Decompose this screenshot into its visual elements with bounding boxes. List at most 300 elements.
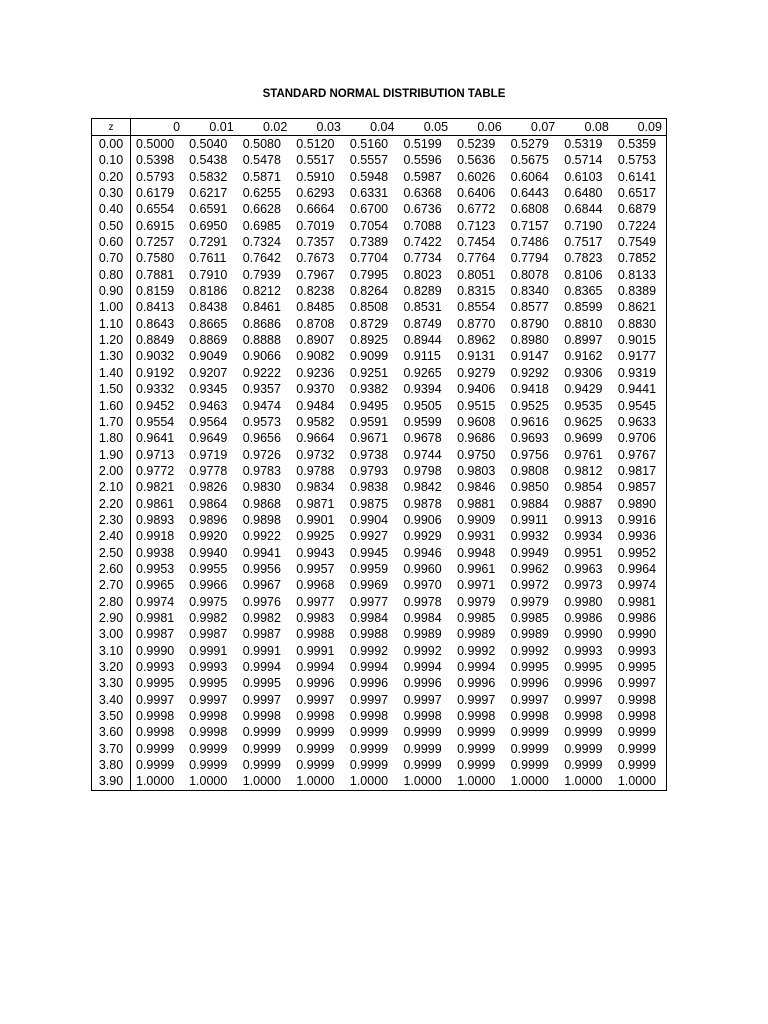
table-row [92, 267, 667, 283]
probability-cell: 0.9996 [296, 676, 335, 691]
probability-cell: 0.9996 [349, 676, 389, 691]
probability-cell: 0.9997 [564, 692, 603, 707]
probability-cell: 0.9884 [510, 496, 549, 511]
probability-cell: 0.9893 [136, 512, 175, 527]
probability-cell: 0.9977 [349, 594, 389, 609]
probability-cell: 0.9767 [617, 447, 657, 462]
probability-cell: 0.9998 [457, 709, 496, 724]
probability-cell: 0.7324 [242, 235, 281, 250]
probability-cell: 0.5675 [510, 153, 549, 168]
probability-cell: 0.9162 [564, 349, 603, 364]
probability-cell: 0.9943 [296, 545, 335, 560]
probability-cell: 0.9992 [510, 643, 549, 658]
probability-cell: 0.8749 [403, 316, 442, 331]
probability-cell: 0.9821 [136, 480, 175, 495]
probability-cell: 0.9999 [617, 741, 657, 756]
z-value-cell: 1.80 [92, 431, 131, 447]
probability-cell: 0.8997 [564, 333, 603, 348]
probability-cell: 0.9990 [617, 627, 657, 642]
probability-cell: 0.9999 [457, 758, 496, 773]
probability-cell: 0.9591 [349, 414, 389, 429]
probability-cell: 0.5279 [510, 137, 549, 152]
z-value-cell: 1.10 [92, 316, 131, 332]
header-row [92, 119, 667, 136]
probability-cell: 0.9222 [242, 365, 281, 380]
probability-cell: 0.9981 [136, 610, 175, 625]
probability-cell: 0.9750 [457, 447, 496, 462]
probability-cell: 0.9049 [189, 349, 228, 364]
probability-cell: 0.9693 [510, 431, 549, 446]
probability-cell: 0.7454 [457, 235, 496, 250]
probability-cell: 0.9927 [349, 529, 389, 544]
table-row [92, 627, 667, 643]
probability-cell: 0.9808 [510, 463, 549, 478]
column-header: 0 [131, 119, 185, 136]
z-value-cell: 3.30 [92, 676, 131, 692]
probability-cell: 0.5910 [296, 169, 335, 184]
probability-cell: 0.5832 [189, 169, 228, 184]
probability-cell: 0.8708 [296, 316, 335, 331]
probability-cell: 0.9972 [510, 578, 549, 593]
probability-cell: 0.9761 [564, 447, 603, 462]
probability-cell: 0.7823 [564, 251, 603, 266]
table-row [92, 202, 667, 218]
probability-cell: 0.9319 [617, 365, 657, 380]
table-row [92, 414, 667, 430]
probability-cell: 0.9938 [136, 545, 175, 560]
probability-cell: 0.7257 [136, 235, 175, 250]
probability-cell: 0.9131 [457, 349, 496, 364]
probability-cell: 0.6368 [403, 186, 442, 201]
probability-cell: 0.7422 [403, 235, 442, 250]
probability-cell: 0.8849 [136, 333, 175, 348]
probability-cell: 0.9998 [296, 709, 335, 724]
probability-cell: 0.8962 [457, 333, 496, 348]
z-value-cell: 3.80 [92, 757, 131, 773]
probability-cell: 0.9998 [136, 725, 175, 740]
probability-cell: 0.9999 [617, 758, 657, 773]
probability-cell: 0.9830 [242, 480, 281, 495]
probability-cell: 0.9999 [189, 741, 228, 756]
probability-cell: 0.5948 [349, 169, 389, 184]
table-row [92, 185, 667, 201]
probability-cell: 0.7852 [617, 251, 657, 266]
probability-cell: 0.5753 [617, 153, 657, 168]
probability-cell: 0.7019 [296, 218, 335, 233]
probability-cell: 0.9995 [617, 660, 657, 675]
probability-cell: 0.8830 [617, 316, 657, 331]
probability-cell: 0.9788 [296, 463, 335, 478]
table-row [92, 741, 667, 757]
table-row [92, 529, 667, 545]
probability-cell: 0.9279 [457, 365, 496, 380]
probability-cell: 0.6554 [136, 202, 175, 217]
table-body [92, 136, 667, 791]
probability-cell: 0.9649 [189, 431, 228, 446]
probability-cell: 0.9931 [457, 529, 496, 544]
probability-cell: 0.9878 [403, 496, 442, 511]
probability-cell: 0.9992 [403, 643, 442, 658]
probability-cell: 0.9066 [242, 349, 281, 364]
probability-cell: 0.9996 [564, 676, 603, 691]
table-row [92, 610, 667, 626]
probability-cell: 0.8531 [403, 300, 442, 315]
probability-cell: 1.0000 [189, 774, 228, 789]
z-value-cell: 3.20 [92, 659, 131, 675]
probability-cell: 0.6664 [296, 202, 335, 217]
probability-cell: 0.9854 [564, 480, 603, 495]
probability-cell: 0.9871 [296, 496, 335, 511]
probability-cell: 0.9887 [564, 496, 603, 511]
probability-cell: 0.9992 [349, 643, 389, 658]
probability-cell: 0.9838 [349, 480, 389, 495]
probability-cell: 0.7881 [136, 267, 175, 282]
probability-cell: 0.9901 [296, 512, 335, 527]
probability-cell: 0.9998 [403, 709, 442, 724]
probability-cell: 0.8686 [242, 316, 281, 331]
probability-cell: 0.9616 [510, 414, 549, 429]
probability-cell: 0.9418 [510, 382, 549, 397]
z-value-cell: 0.50 [92, 218, 131, 234]
probability-cell: 0.8485 [296, 300, 335, 315]
probability-cell: 0.8238 [296, 284, 335, 299]
probability-cell: 1.0000 [564, 774, 603, 789]
probability-cell: 0.9996 [403, 676, 442, 691]
probability-cell: 0.9554 [136, 414, 175, 429]
table-row [92, 136, 667, 153]
probability-cell: 0.9998 [510, 709, 549, 724]
column-header: 0.07 [506, 119, 560, 136]
z-value-cell: 0.60 [92, 234, 131, 250]
probability-cell: 0.9999 [242, 758, 281, 773]
z-value-cell: 2.80 [92, 594, 131, 610]
probability-cell: 0.9987 [136, 627, 175, 642]
probability-cell: 0.9986 [564, 610, 603, 625]
probability-cell: 0.9945 [349, 545, 389, 560]
probability-cell: 0.9974 [617, 578, 657, 593]
z-value-cell: 1.60 [92, 398, 131, 414]
probability-cell: 0.8869 [189, 333, 228, 348]
z-value-cell: 3.70 [92, 741, 131, 757]
table-header [92, 119, 667, 136]
z-value-cell: 2.20 [92, 496, 131, 512]
probability-cell: 0.7580 [136, 251, 175, 266]
probability-cell: 0.6879 [617, 202, 657, 217]
probability-cell: 0.9998 [136, 709, 175, 724]
probability-cell: 0.6950 [189, 218, 228, 233]
probability-cell: 0.9738 [349, 447, 389, 462]
probability-cell: 0.9983 [296, 610, 335, 625]
table-title: STANDARD NORMAL DISTRIBUTION TABLE [262, 88, 506, 100]
probability-cell: 0.8389 [617, 284, 657, 299]
probability-cell: 0.9599 [403, 414, 442, 429]
probability-cell: 0.6985 [242, 218, 281, 233]
probability-cell: 0.9452 [136, 398, 175, 413]
probability-cell: 0.6480 [564, 186, 603, 201]
probability-cell: 0.8413 [136, 300, 175, 315]
z-value-cell: 0.30 [92, 185, 131, 201]
probability-cell: 0.8925 [349, 333, 389, 348]
probability-cell: 0.9406 [457, 382, 496, 397]
probability-cell: 0.6331 [349, 186, 389, 201]
probability-cell: 0.9207 [189, 365, 228, 380]
probability-cell: 0.9955 [189, 561, 228, 576]
z-value-cell: 2.90 [92, 610, 131, 626]
probability-cell: 1.0000 [617, 774, 657, 789]
z-value-cell: 1.20 [92, 332, 131, 348]
probability-cell: 0.9994 [403, 660, 442, 675]
probability-cell: 0.9984 [403, 610, 442, 625]
probability-cell: 0.7910 [189, 267, 228, 282]
probability-cell: 0.8078 [510, 267, 549, 282]
probability-cell: 0.9922 [242, 529, 281, 544]
probability-cell: 0.9999 [403, 758, 442, 773]
normal-distribution-table [91, 118, 667, 791]
probability-cell: 0.5040 [189, 137, 228, 152]
probability-cell: 0.8577 [510, 300, 549, 315]
probability-cell: 0.9989 [510, 627, 549, 642]
probability-cell: 0.9495 [349, 398, 389, 413]
probability-cell: 1.0000 [136, 774, 175, 789]
probability-cell: 0.9995 [564, 660, 603, 675]
probability-cell: 0.9998 [564, 709, 603, 724]
probability-cell: 0.9984 [349, 610, 389, 625]
probability-cell: 0.5871 [242, 169, 281, 184]
probability-cell: 1.0000 [510, 774, 549, 789]
probability-cell: 0.9641 [136, 431, 175, 446]
probability-cell: 0.9990 [136, 643, 175, 658]
probability-cell: 0.9999 [349, 725, 389, 740]
probability-cell: 0.7704 [349, 251, 389, 266]
probability-cell: 0.8621 [617, 300, 657, 315]
probability-cell: 0.9332 [136, 382, 175, 397]
probability-cell: 0.9998 [617, 692, 657, 707]
z-value-cell: 2.50 [92, 545, 131, 561]
probability-cell: 0.9812 [564, 463, 603, 478]
probability-cell: 0.9999 [242, 741, 281, 756]
probability-cell: 0.6736 [403, 202, 442, 217]
probability-cell: 0.9971 [457, 578, 496, 593]
probability-cell: 0.9699 [564, 431, 603, 446]
column-header: 0.05 [398, 119, 452, 136]
probability-cell: 0.9671 [349, 431, 389, 446]
probability-cell: 0.9573 [242, 414, 281, 429]
probability-cell: 0.9991 [296, 643, 335, 658]
probability-cell: 0.9345 [189, 382, 228, 397]
probability-cell: 0.9991 [189, 643, 228, 658]
probability-cell: 0.9953 [136, 561, 175, 576]
probability-cell: 0.9756 [510, 447, 549, 462]
probability-cell: 0.9925 [296, 529, 335, 544]
probability-cell: 1.0000 [296, 774, 335, 789]
probability-cell: 0.7088 [403, 218, 442, 233]
probability-cell: 0.9686 [457, 431, 496, 446]
z-value-cell: 0.80 [92, 267, 131, 283]
z-value-cell: 0.10 [92, 153, 131, 169]
probability-cell: 0.9951 [564, 545, 603, 560]
probability-cell: 0.9977 [296, 594, 335, 609]
table-row [92, 676, 667, 692]
probability-cell: 0.7123 [457, 218, 496, 233]
probability-cell: 0.8212 [242, 284, 281, 299]
table-row [92, 349, 667, 365]
probability-cell: 0.9545 [617, 398, 657, 413]
probability-cell: 0.6293 [296, 186, 335, 201]
probability-cell: 0.8340 [510, 284, 549, 299]
probability-cell: 0.9515 [457, 398, 496, 413]
probability-cell: 0.9987 [189, 627, 228, 642]
probability-cell: 0.9032 [136, 349, 175, 364]
probability-cell: 0.9890 [617, 496, 657, 511]
probability-cell: 0.9975 [189, 594, 228, 609]
probability-cell: 0.9864 [189, 496, 228, 511]
probability-cell: 0.9964 [617, 561, 657, 576]
probability-cell: 0.9957 [296, 561, 335, 576]
probability-cell: 0.9525 [510, 398, 549, 413]
probability-cell: 0.6772 [457, 202, 496, 217]
probability-cell: 0.9956 [242, 561, 281, 576]
probability-cell: 0.9949 [510, 545, 549, 560]
probability-cell: 0.6700 [349, 202, 389, 217]
probability-cell: 0.5987 [403, 169, 442, 184]
table-row [92, 300, 667, 316]
probability-cell: 0.9976 [242, 594, 281, 609]
probability-cell: 0.9881 [457, 496, 496, 511]
probability-cell: 0.9968 [296, 578, 335, 593]
probability-cell: 0.9999 [136, 741, 175, 756]
probability-cell: 0.9998 [349, 709, 389, 724]
table-row [92, 757, 667, 773]
table-row [92, 365, 667, 381]
probability-cell: 0.9993 [617, 643, 657, 658]
probability-cell: 0.8790 [510, 316, 549, 331]
probability-cell: 0.8508 [349, 300, 389, 315]
table-row [92, 545, 667, 561]
probability-cell: 0.8438 [189, 300, 228, 315]
probability-cell: 0.9997 [242, 692, 281, 707]
probability-cell: 0.5398 [136, 153, 175, 168]
probability-cell: 0.9936 [617, 529, 657, 544]
probability-cell: 0.9484 [296, 398, 335, 413]
probability-cell: 0.6808 [510, 202, 549, 217]
probability-cell: 0.9999 [510, 758, 549, 773]
probability-cell: 0.9656 [242, 431, 281, 446]
probability-cell: 0.9147 [510, 349, 549, 364]
probability-cell: 0.8315 [457, 284, 496, 299]
table-row [92, 692, 667, 708]
probability-cell: 0.9989 [457, 627, 496, 642]
probability-cell: 0.6844 [564, 202, 603, 217]
probability-cell: 0.9995 [189, 676, 228, 691]
probability-cell: 0.9370 [296, 382, 335, 397]
table-row [92, 332, 667, 348]
probability-cell: 0.9940 [189, 545, 228, 560]
probability-cell: 0.9990 [564, 627, 603, 642]
probability-cell: 0.6026 [457, 169, 496, 184]
probability-cell: 0.9904 [349, 512, 389, 527]
probability-cell: 0.9778 [189, 463, 228, 478]
column-header: 0.03 [291, 119, 345, 136]
probability-cell: 0.6103 [564, 169, 603, 184]
probability-cell: 1.0000 [242, 774, 281, 789]
probability-cell: 0.9744 [403, 447, 442, 462]
probability-cell: 0.7190 [564, 218, 603, 233]
probability-cell: 0.6255 [242, 186, 281, 201]
probability-cell: 0.7054 [349, 218, 389, 233]
probability-cell: 0.8159 [136, 284, 175, 299]
probability-cell: 0.9192 [136, 365, 175, 380]
table-row [92, 643, 667, 659]
probability-cell: 0.7642 [242, 251, 281, 266]
probability-cell: 0.8665 [189, 316, 228, 331]
probability-cell: 0.9989 [403, 627, 442, 642]
probability-cell: 0.9911 [510, 512, 548, 527]
probability-cell: 0.9979 [457, 594, 496, 609]
probability-cell: 0.9961 [457, 561, 496, 576]
probability-cell: 0.9842 [403, 480, 442, 495]
probability-cell: 0.9850 [510, 480, 549, 495]
table-row [92, 431, 667, 447]
probability-cell: 0.6406 [457, 186, 496, 201]
probability-cell: 0.7967 [296, 267, 335, 282]
probability-cell: 0.9099 [349, 349, 389, 364]
probability-cell: 0.7611 [189, 251, 227, 266]
probability-cell: 0.9826 [189, 480, 228, 495]
probability-cell: 0.6915 [136, 218, 175, 233]
table-row [92, 316, 667, 332]
probability-cell: 1.0000 [403, 774, 442, 789]
probability-cell: 0.9803 [457, 463, 496, 478]
probability-cell: 0.9932 [510, 529, 549, 544]
probability-cell: 0.9582 [296, 414, 335, 429]
probability-cell: 0.9948 [457, 545, 496, 560]
probability-cell: 0.9265 [403, 365, 442, 380]
probability-cell: 0.9909 [457, 512, 496, 527]
probability-cell: 0.9934 [564, 529, 603, 544]
column-header: 0.06 [452, 119, 506, 136]
z-value-cell: 0.90 [92, 283, 131, 299]
table-row [92, 218, 667, 234]
probability-cell: 0.9999 [349, 741, 389, 756]
probability-cell: 0.7157 [510, 218, 549, 233]
probability-cell: 0.9946 [403, 545, 442, 560]
probability-cell: 0.5714 [564, 153, 603, 168]
probability-cell: 0.9994 [457, 660, 496, 675]
z-value-cell: 3.00 [92, 627, 131, 643]
probability-cell: 1.0000 [457, 774, 496, 789]
probability-cell: 0.9868 [242, 496, 281, 511]
probability-cell: 0.5319 [564, 137, 603, 152]
probability-cell: 0.9999 [189, 758, 228, 773]
probability-cell: 0.9995 [510, 660, 549, 675]
probability-cell: 0.9992 [457, 643, 496, 658]
z-value-cell: 1.90 [92, 447, 131, 463]
column-header: 0.01 [184, 119, 238, 136]
probability-cell: 0.7486 [510, 235, 549, 250]
probability-cell: 0.9995 [136, 676, 175, 691]
probability-cell: 0.7673 [296, 251, 335, 266]
probability-cell: 0.8023 [403, 267, 442, 282]
probability-cell: 0.7389 [349, 235, 389, 250]
probability-cell: 0.9997 [136, 692, 175, 707]
probability-cell: 0.8599 [564, 300, 603, 315]
probability-cell: 0.9988 [296, 627, 335, 642]
probability-cell: 0.9726 [242, 447, 281, 462]
probability-cell: 0.9236 [296, 365, 335, 380]
z-value-cell: 0.20 [92, 169, 131, 185]
probability-cell: 0.5160 [349, 137, 389, 152]
z-value-cell: 1.50 [92, 382, 131, 398]
